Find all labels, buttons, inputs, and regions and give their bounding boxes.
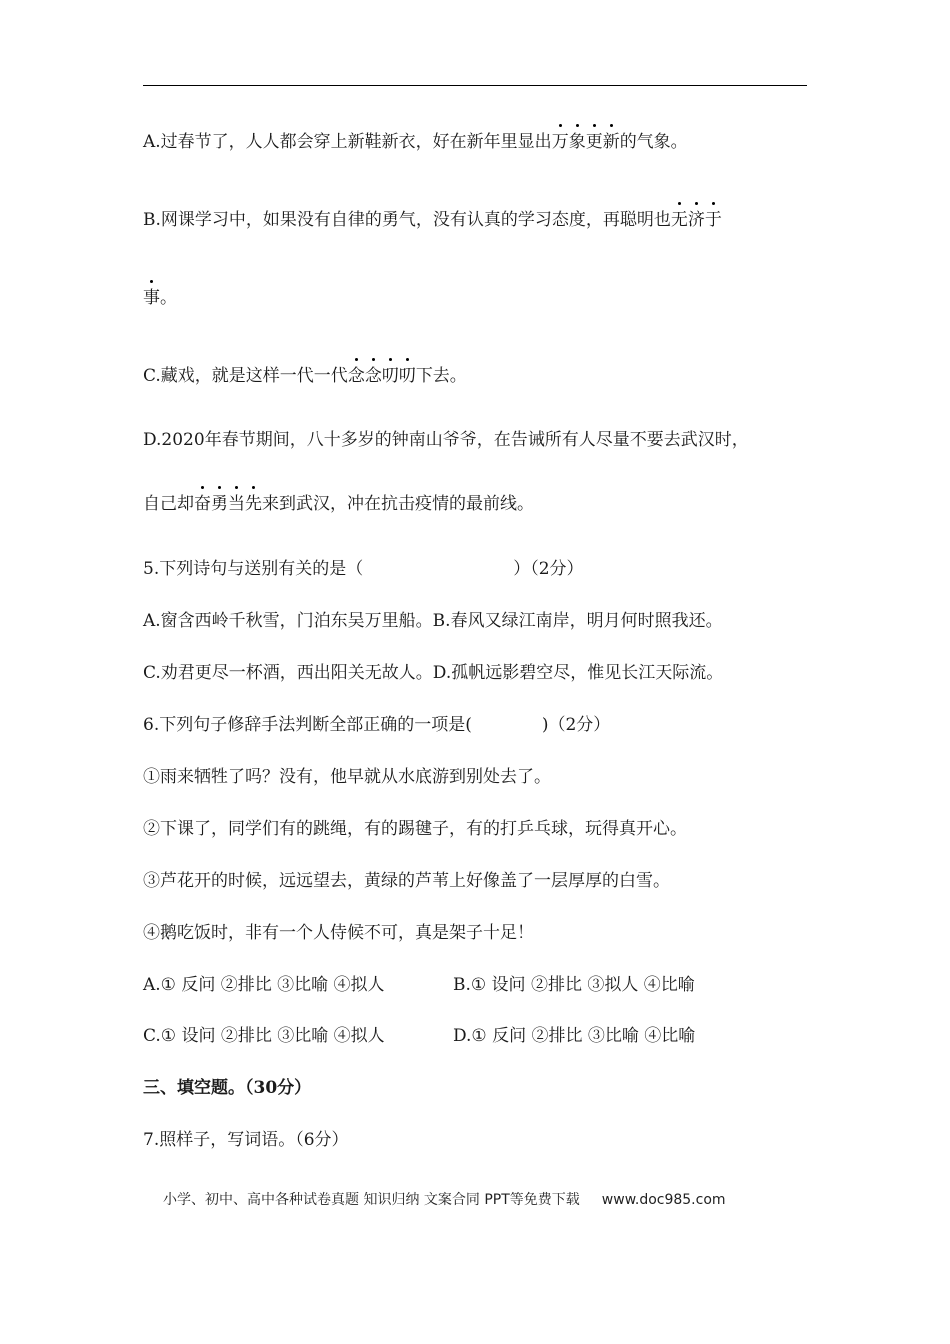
emphasis-char: 念 — [364, 366, 382, 386]
emphasis-char: 念 — [347, 366, 365, 386]
q5-options-cd: C.劝君更尽一杯酒，西出阳关无故人。D.孤帆远影碧空尽，惟见长江天际流。 — [143, 663, 724, 683]
q6-sentence-text: ①雨来牺牲了吗？没有，他早就从水底游到别处去了。 — [143, 767, 551, 787]
q4-option-b-cont — [143, 286, 177, 310]
q6-option-b — [453, 973, 695, 997]
emphasis-char: 叨 — [398, 366, 416, 386]
q4-a-tail: 的气象。 — [619, 132, 688, 152]
q4-d-lead: 自己却 — [143, 494, 194, 514]
q6-sentence-text: ③芦花开的时候，远远望去，黄绿的芦苇上好像盖了一层厚厚的白雪。 — [143, 871, 670, 891]
q5-options-line-2 — [143, 661, 723, 685]
emphasis-char: 新 — [602, 132, 620, 152]
section-title — [143, 1076, 311, 1100]
q4-b-text: B.网课学习中，如果没有自律的勇气，没有认真的学习态度，再聪明也 — [143, 210, 671, 230]
q4-d-text: D.2020年春节期间，八十多岁的钟南山爷爷，在告诫所有人尽量不要去武汉时， — [143, 430, 749, 450]
q6-stem-text: 6.下列句子修辞手法判断全部正确的一项是( — [143, 715, 472, 735]
emphasis-char: 先 — [245, 494, 262, 514]
emphasis-char: 叨 — [381, 366, 399, 386]
q4-a-text: A.过春节了，人人都会穿上新鞋新衣，好在新年里显出 — [143, 132, 552, 152]
emphasis-char: 更 — [585, 132, 603, 152]
q4-option-b — [143, 208, 722, 232]
q6-option-c-text: C.① 设问 ②排比 ③比喻 ④拟人 — [143, 1026, 385, 1046]
emphasis-char: 当 — [228, 494, 245, 514]
footer-site-link[interactable]: www.doc985.com — [601, 1192, 726, 1208]
q4-d-tail: 来到武汉，冲在抗击疫情的最前线。 — [262, 494, 534, 514]
emphasis-char: 勇 — [211, 494, 228, 514]
emphasis-char: 象 — [568, 132, 586, 152]
q6-sentence-text: ④鹅吃饭时，非有一个人侍候不可，真是架子十足！ — [143, 923, 534, 943]
q6-option-d-text: D.① 反问 ②排比 ③比喻 ④比喻 — [453, 1026, 696, 1046]
q4-c-tail: 下去。 — [415, 366, 467, 386]
q5-options-ab: A.窗含西岭千秋雪，门泊东吴万里船。B.春风又绿江南岸，明月何时照我还。 — [143, 611, 723, 631]
header-rule — [143, 85, 807, 86]
q4-c-text: C.藏戏，就是这样一代一代 — [143, 366, 348, 386]
q6-option-b-text: B.① 设问 ②排比 ③拟人 ④比喻 — [453, 975, 695, 995]
q7-stem — [143, 1128, 349, 1152]
q6-option-c — [143, 1024, 385, 1048]
q6-option-a — [143, 973, 385, 997]
q6-sentence-3 — [143, 869, 670, 893]
q4-b-tail: 。 — [160, 288, 177, 308]
q5-options-line-1 — [143, 609, 723, 633]
q5-stem — [143, 557, 584, 581]
q4-option-d — [143, 428, 749, 452]
footer-text: 小学、初中、高中各种试卷真题 知识归纳 文案合同 PPT等免费下载 — [163, 1192, 580, 1208]
q6-option-d — [453, 1024, 695, 1048]
emphasis-char: 于 — [704, 210, 722, 230]
q6-stem — [143, 713, 610, 737]
q4-option-c — [143, 364, 467, 388]
section-title-text: 三、填空题。（30分） — [143, 1078, 312, 1098]
emphasis-char: 无 — [670, 210, 688, 230]
q4-option-d-cont — [143, 492, 534, 516]
q6-sentence-1 — [143, 765, 551, 789]
q6-option-a-text: A.① 反问 ②排比 ③比喻 ④拟人 — [143, 975, 385, 995]
q6-sentence-4 — [143, 921, 534, 945]
q5-stem-text: 5.下列诗句与送别有关的是（ — [143, 559, 364, 579]
emphasis-char: 万 — [551, 132, 569, 152]
emphasis-char: 济 — [687, 210, 705, 230]
emphasis-char: 事 — [143, 288, 160, 308]
q6-sentence-text: ②下课了，同学们有的跳绳，有的踢毽子，有的打乒乓球，玩得真开心。 — [143, 819, 687, 839]
q5-score: ）（2分） — [513, 559, 584, 579]
q7-stem-text: 7.照样子，写词语。（6分） — [143, 1130, 349, 1150]
q6-sentence-2 — [143, 817, 687, 841]
q6-score: )（2分） — [541, 715, 611, 735]
page-footer — [163, 1190, 726, 1210]
q4-option-a — [143, 130, 688, 154]
emphasis-char: 奋 — [194, 494, 211, 514]
